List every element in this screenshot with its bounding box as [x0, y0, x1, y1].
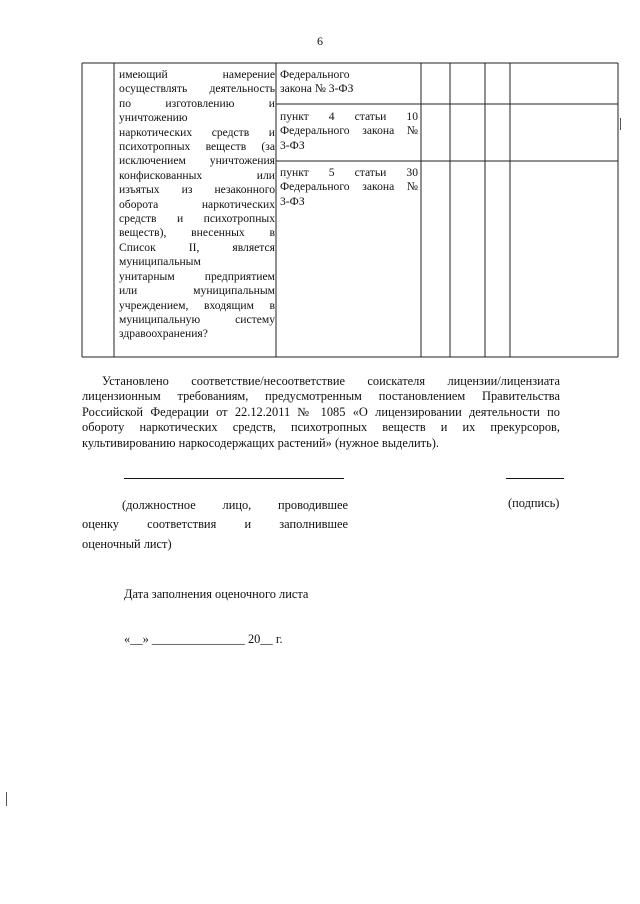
signature-line: [506, 478, 564, 479]
conclusion-paragraph: Установлено соответствие/несоответствие соискателя лицензии/лицензиата лицензионным требованиям, предусмотренным постановлением Правительства Российской Федерации от 22.12.2011 № 1085 «О лицензировании деятельности по обороту наркотических средств, психотропных веществ и их прекурсоров, культивированию наркосодержащих растений» (нужное выделить).: [82, 374, 560, 450]
question-line: оборота наркотических: [119, 197, 275, 211]
legal-reference-cell: [280, 68, 418, 97]
question-line: Список II, является: [119, 240, 275, 254]
question-line: муниципальным: [119, 255, 201, 269]
question-cell: [119, 68, 275, 342]
scan-artifact: [620, 118, 621, 130]
question-line: психотропных веществ (за: [119, 140, 275, 154]
question-line: изъятых из незаконного: [119, 183, 275, 197]
year-blank: __: [260, 632, 273, 646]
question-line: конфискованных или: [119, 168, 275, 182]
official-caption-line: оценку соответствия и заполнившее: [82, 517, 348, 532]
day-blank: __: [130, 632, 143, 646]
question-line: унитарным предприятием: [119, 269, 275, 283]
ref-line: 3-ФЗ: [280, 138, 305, 152]
date-label: Дата заполнения оценочного листа: [124, 587, 309, 601]
open-quote: «: [124, 632, 131, 646]
legal-reference-cell: [280, 166, 418, 209]
question-line: или муниципальным: [119, 284, 275, 298]
page-number: 6: [317, 34, 323, 48]
ref-line: Федерального закона №: [280, 180, 418, 194]
question-line: средств и психотропных: [119, 212, 275, 226]
ref-line: пункт 5 статьи 30: [280, 166, 418, 179]
ref-line: пункт 4 статьи 10: [280, 110, 418, 123]
question-line: исключением уничтожения: [119, 154, 275, 168]
official-caption-line: (должностное лицо, проводившее: [122, 498, 348, 512]
scan-artifact: [6, 792, 7, 806]
date-fill-row: [124, 632, 283, 647]
month-blank: _______________: [151, 632, 245, 646]
question-line: веществ), внесенных в: [119, 226, 275, 240]
question-line: наркотических средств и: [119, 125, 275, 139]
close-quote: »: [142, 632, 149, 646]
ref-line: Федерального закона №: [280, 124, 418, 138]
legal-reference-cell: [280, 110, 418, 153]
ref-line: 3-ФЗ: [280, 194, 305, 208]
ref-line: Федерального: [280, 68, 350, 81]
official-caption: [82, 496, 348, 554]
year-suffix: г.: [275, 632, 283, 646]
question-line: уничтожению: [119, 111, 188, 125]
question-line: учреждением, входящим в: [119, 298, 275, 312]
question-line: осуществлять деятельность: [119, 82, 275, 96]
question-line: муниципальную систему: [119, 312, 275, 326]
signature-caption: (подпись): [508, 496, 560, 510]
official-caption-line: оценочный лист): [82, 536, 172, 551]
official-signature-line: [124, 478, 344, 479]
question-line: имеющий намерение: [119, 68, 275, 81]
year-prefix: 20: [247, 632, 261, 646]
question-line: по изготовлению и: [119, 96, 275, 110]
ref-line: закона № 3-ФЗ: [280, 82, 354, 96]
question-line: здравоохранения?: [119, 327, 208, 341]
